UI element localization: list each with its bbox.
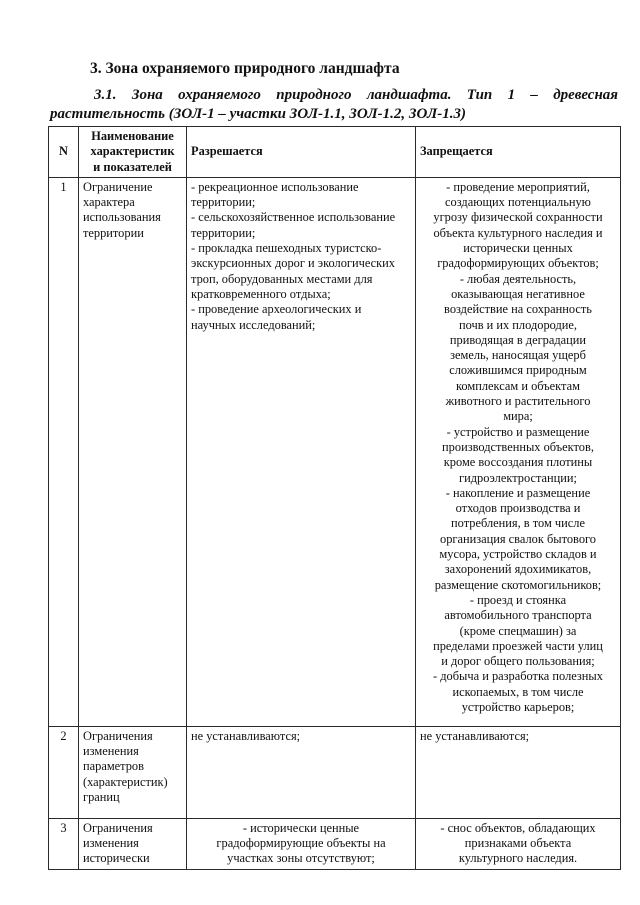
text-line: (кроме спецмашин) за	[459, 623, 577, 638]
text-line: территории	[83, 225, 144, 240]
row-prohibited-cell	[416, 726, 621, 818]
text-line: кроме воссоздания плотины	[443, 455, 593, 470]
row-name-cell	[79, 726, 187, 818]
text-line: ископаемых, в том числе	[452, 684, 584, 699]
text-line: использования	[83, 210, 161, 225]
text-line: исторически ценных	[463, 241, 573, 256]
text-line: не устанавливаются;	[420, 728, 530, 743]
text-line: отходов производства и	[455, 501, 581, 516]
regulations-table	[48, 126, 621, 870]
subsection-heading	[50, 86, 618, 124]
text-line: производственных объектов,	[442, 439, 594, 454]
text-line: параметров	[83, 759, 144, 774]
text-line: территории;	[191, 195, 256, 210]
text-line: создающих потенциальную	[445, 195, 591, 210]
text-line: градоформирующих объектов;	[437, 256, 599, 271]
text-line: оказывающая негативное	[451, 286, 585, 301]
text-line: почв и их плодородие,	[458, 317, 578, 332]
text-line: комплексам и объектам	[456, 378, 580, 393]
text-line: - проезд и стоянка	[469, 592, 567, 607]
text-line: размещение скотомогильников;	[434, 577, 602, 592]
text-line: - снос объектов, обладающих	[440, 820, 596, 835]
text-line: животного и растительного	[445, 394, 591, 409]
text-line: экскурсионных дорог и экологических	[191, 256, 395, 271]
subsection-heading-line-1: 3.1. Зона охраняемого природного ландшафта. Тип 1 – древесная	[94, 87, 618, 103]
text-line: Ограничение	[83, 179, 153, 194]
text-line: кратковременного отдыха;	[191, 286, 331, 301]
text-line: Наименование	[91, 129, 174, 143]
text-line: и показателей	[93, 159, 172, 174]
text-line: градоформирующие объекты на	[216, 836, 386, 851]
text-line: характера	[83, 195, 135, 210]
text-line: исторически	[83, 851, 150, 866]
text-line: участках зоны отсутствуют;	[227, 851, 375, 866]
text-line: троп, оборудованных местами для	[191, 271, 373, 286]
row-allowed-cell	[187, 177, 416, 726]
row-allowed-cell	[187, 818, 416, 869]
header-allowed: Разрешается	[187, 127, 416, 178]
text-line: потребления, в том числе	[451, 516, 585, 531]
row-name-cell	[79, 818, 187, 869]
text-line: признаками объекта	[464, 836, 572, 851]
text-line: Ограничения	[83, 728, 153, 743]
row-name-lines	[83, 180, 182, 241]
text-line: и дорог общего пользования;	[441, 654, 595, 669]
text-line: - исторически ценные	[242, 820, 360, 835]
text-line: - накопление и размещение	[445, 485, 591, 500]
text-line: земель, наносящая ущерб	[450, 348, 586, 363]
text-line: - добыча и разработка полезных	[433, 669, 603, 684]
text-line: угрозу физической сохранности	[433, 210, 603, 225]
text-line: изменения	[83, 836, 139, 851]
row-prohibited-lines	[420, 821, 616, 867]
text-line: - любая деятельность,	[459, 271, 577, 286]
text-line: характеристик	[90, 144, 175, 159]
text-line: приводящая в деградации	[449, 332, 587, 347]
text-line: территории;	[191, 225, 256, 240]
text-line: научных исследований;	[191, 317, 316, 332]
text-line: Ограничения	[83, 820, 153, 835]
text-line: - сельскохозяйственное использование	[191, 210, 396, 225]
row-name-lines	[83, 729, 182, 805]
table-row	[49, 177, 621, 726]
row-prohibited-lines	[420, 180, 616, 715]
header-prohibited: Запрещается	[416, 127, 621, 178]
text-line: не устанавливаются;	[191, 728, 301, 743]
text-line: мира;	[503, 409, 533, 424]
text-line: изменения	[83, 744, 139, 759]
row-number: 1	[49, 177, 79, 726]
text-line: сложившимся природным	[449, 363, 587, 378]
table-row	[49, 726, 621, 818]
text-line: - устройство и размещение	[446, 424, 590, 439]
text-line: - прокладка пешеходных туристско-	[191, 241, 382, 256]
text-line: организация свалок бытового	[440, 531, 596, 546]
text-line: воздействие на сохранность	[444, 302, 592, 317]
text-line: - проведение археологических и	[191, 302, 362, 317]
text-line: гидроэлектростанции;	[459, 470, 577, 485]
row-allowed-lines	[191, 729, 411, 744]
table-header-row	[49, 127, 621, 178]
text-line: (характеристик)	[83, 774, 168, 789]
text-line: объекта культурного наследия и	[433, 225, 603, 240]
table-row	[49, 818, 621, 869]
row-name-cell	[79, 177, 187, 726]
text-line: пределами проезжей части улиц	[433, 638, 603, 653]
header-name-lines	[83, 129, 182, 175]
row-prohibited-cell	[416, 177, 621, 726]
row-number: 2	[49, 726, 79, 818]
header-name	[79, 127, 187, 178]
row-allowed-lines	[191, 180, 411, 333]
row-prohibited-cell	[416, 818, 621, 869]
text-line: - проведение мероприятий,	[446, 179, 590, 194]
row-number: 3	[49, 818, 79, 869]
row-allowed-lines	[191, 821, 411, 867]
subsection-heading-line-2: растительность (ЗОЛ-1 – участки ЗОЛ-1.1, ЗОЛ-1.2, ЗОЛ-1.3)	[50, 106, 467, 122]
text-line: - рекреационное использование	[191, 179, 359, 194]
text-line: мусора, устройство складов и	[439, 547, 597, 562]
row-allowed-cell	[187, 726, 416, 818]
text-line: захоронений ядохимикатов,	[444, 562, 592, 577]
text-line: границ	[83, 790, 120, 805]
row-name-lines	[83, 821, 182, 867]
text-line: устройство карьеров;	[461, 699, 575, 714]
section-heading: 3. Зона охраняемого природного ландшафта	[90, 60, 400, 77]
row-prohibited-lines	[420, 729, 616, 744]
text-line: культурного наследия.	[458, 851, 578, 866]
header-number: N	[49, 127, 79, 178]
text-line: автомобильного транспорта	[444, 608, 592, 623]
